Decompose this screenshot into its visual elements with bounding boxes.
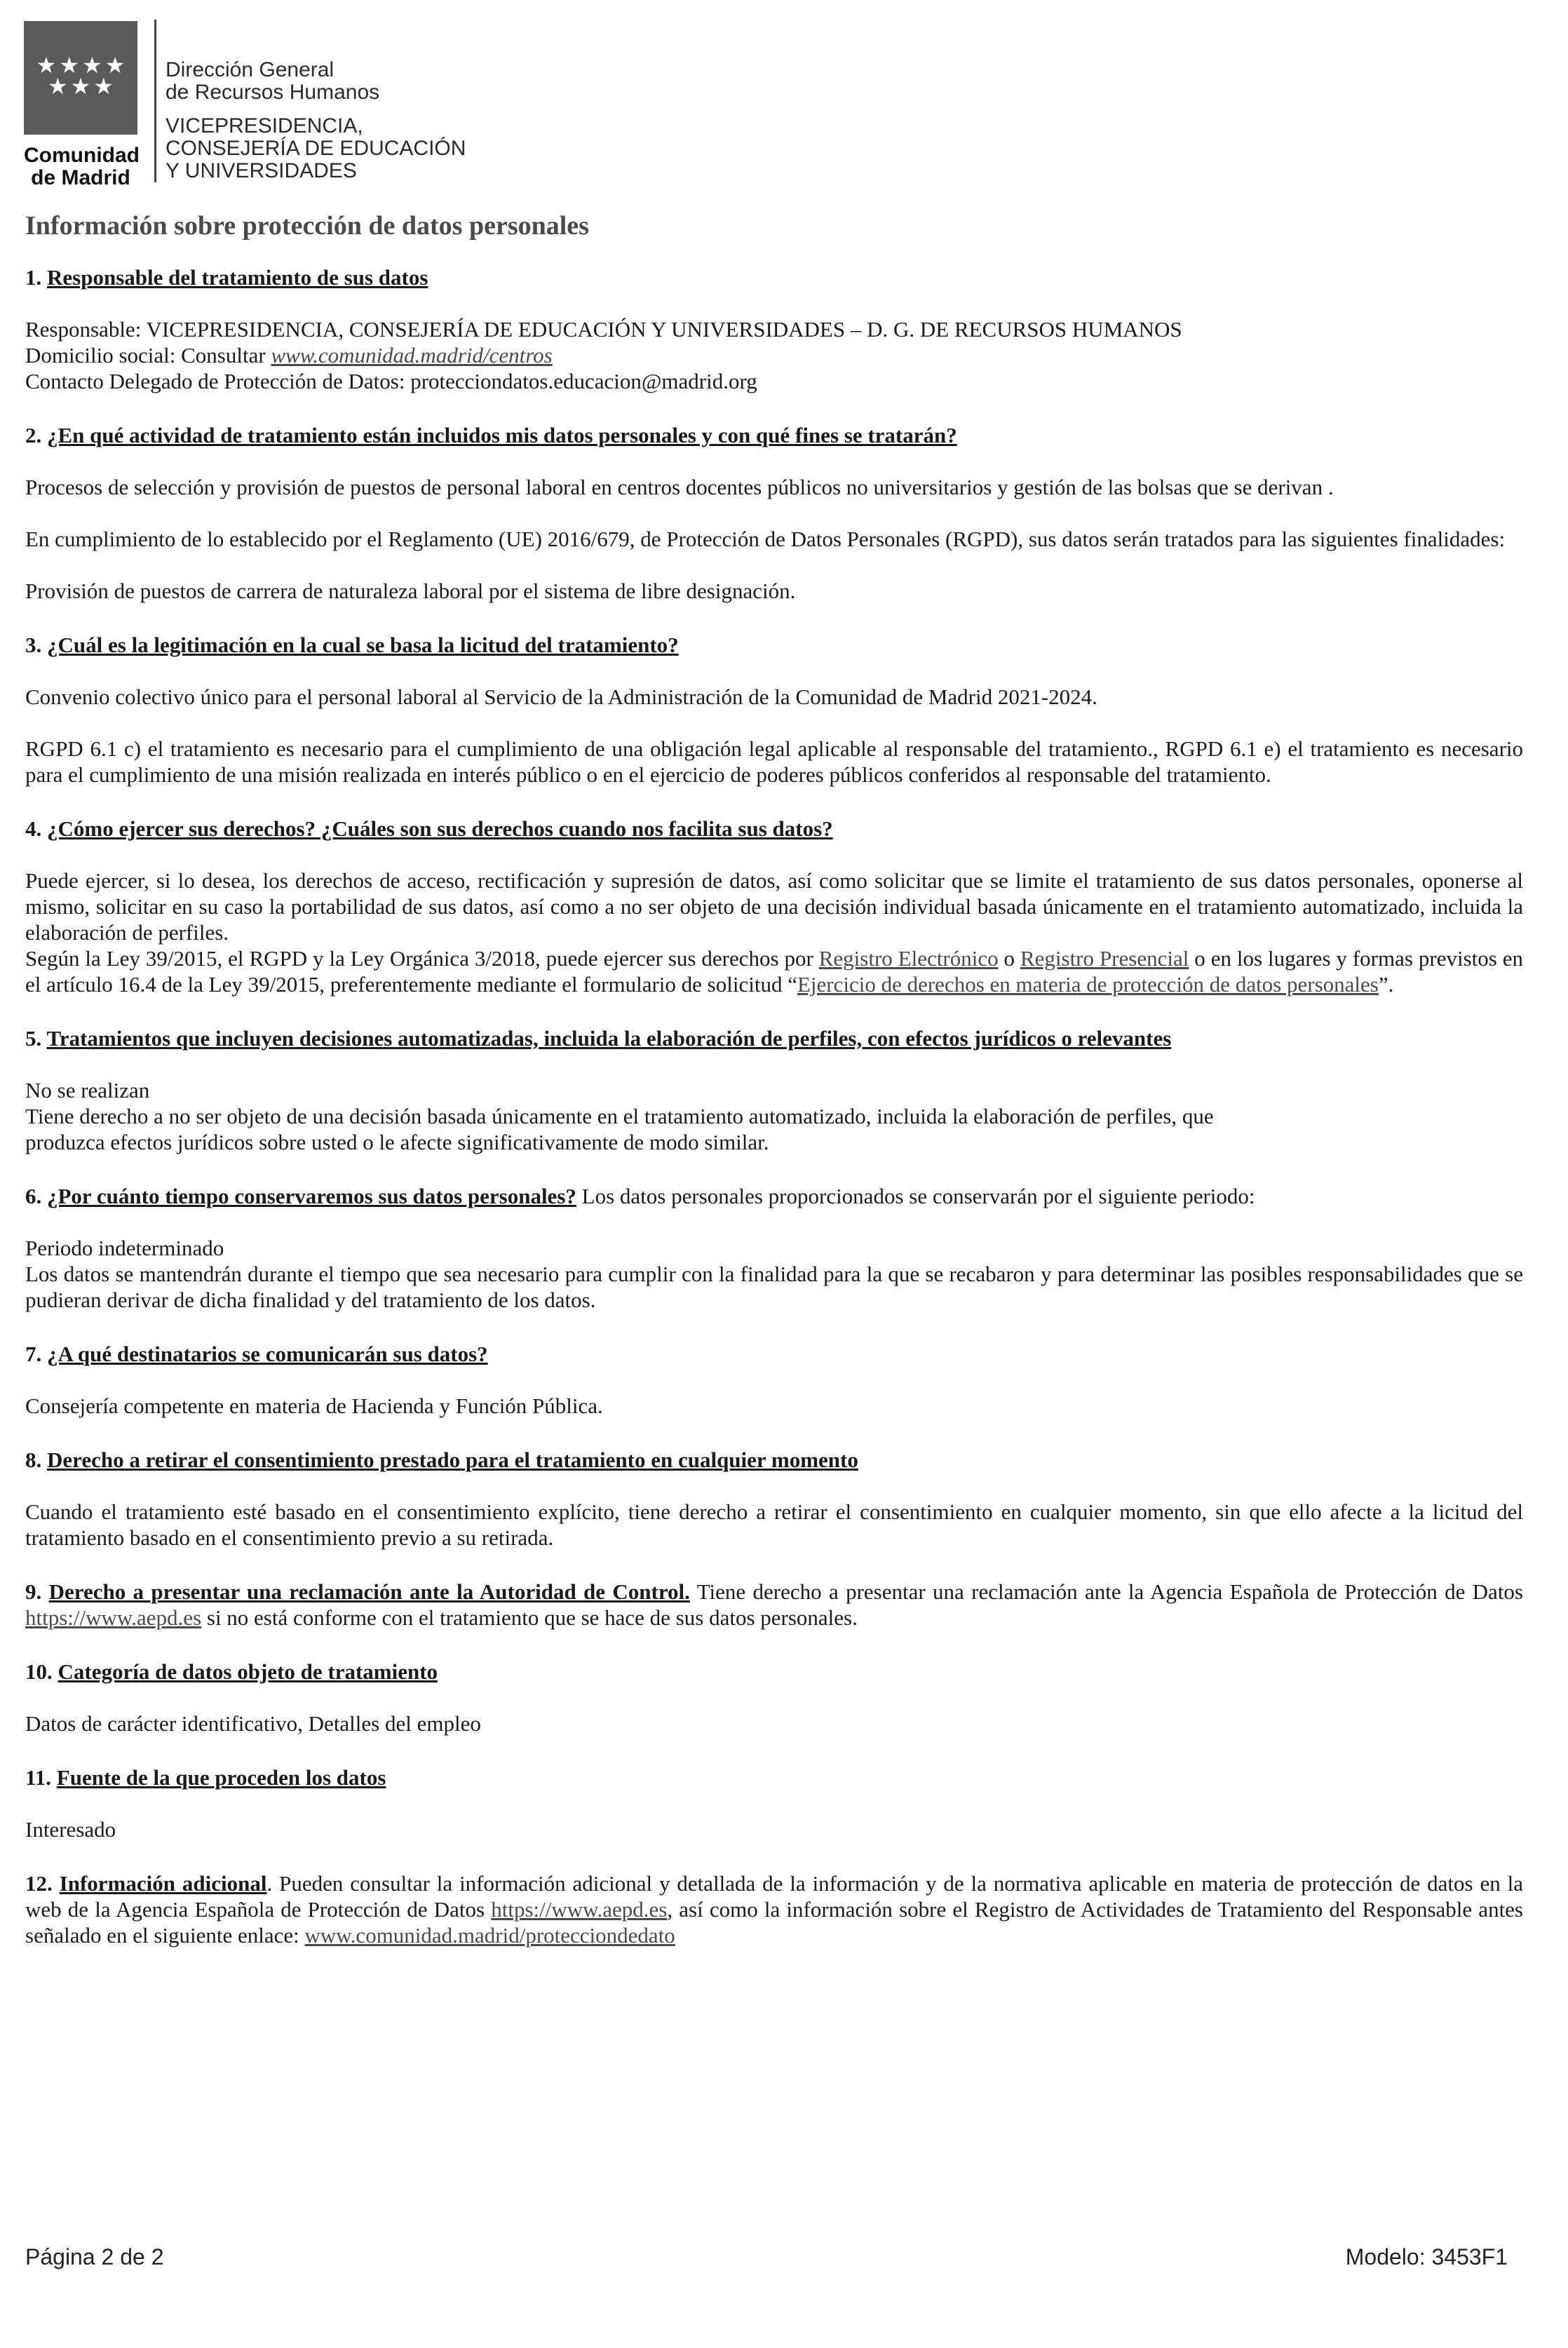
logo-name-line-1: Comunidad: [24, 144, 140, 167]
section-7-heading: 7. ¿A qué destinatarios se comunicarán sus datos?: [25, 1342, 488, 1366]
logo-flag: [24, 21, 137, 135]
comunidad-madrid-logo: [24, 21, 140, 189]
page-number: Página 2 de 2: [25, 2244, 164, 2269]
document-content: [25, 213, 1523, 1948]
section-3-paragraph-2: RGPD 6.1 c) el tratamiento es necesario para el cumplimiento de una obligación legal aplicable al responsable del tratamiento., RGPD 6.1 e) el tratamiento es necesario para el cumplimiento de una misión realizada en interés público o en el ejercicio de poderes públicos conferidos al responsable del tratamiento.: [25, 736, 1523, 787]
section-6-paragraph-1: Periodo indeterminado: [25, 1236, 224, 1260]
section-5-heading: 5. Tratamientos que incluyen decisiones automatizadas, incluida la elaboración de perfiles, con efectos jurídicos o relevantes: [25, 1026, 1172, 1051]
org-line-1: VICEPRESIDENCIA,: [165, 114, 363, 137]
org-line-2: CONSEJERÍA DE EDUCACIÓN: [165, 137, 466, 160]
model-code: Modelo: 3453F1: [1345, 2244, 1508, 2269]
section-4-heading: 4. ¿Cómo ejercer sus derechos? ¿Cuáles son sus derechos cuando nos facilita sus datos?: [25, 816, 833, 841]
header-department: [165, 59, 466, 182]
section-1-contacto: Contacto Delegado de Protección de Datos: protecciondatos.educacion@madrid.org: [25, 369, 757, 393]
logo-stars-icon: ★ ★ ★ ★ ★ ★ ★: [36, 52, 126, 100]
section-6-heading: 6. ¿Por cuánto tiempo conservaremos sus datos personales? Los datos personales proporcionados se conservarán por el siguiente periodo:: [25, 1184, 1255, 1208]
section-2-paragraph-1: Procesos de selección y provisión de puestos de personal laboral en centros docentes públicos no universitarios y gestión de las bolsas que se derivan .: [25, 475, 1334, 499]
section-5-paragraph-1: No se realizan: [25, 1078, 150, 1102]
section-12-heading: 12. Información adicional. Pueden consultar la información adicional y detallada de la información y de la normativa aplicable en materia de protección de datos en la web de la Agencia Española de Protección de Datos https://www.aepd.es, así como la información sobre el Registro de Actividades de Tratamiento del Responsable antes señalado en el siguiente enlace: www.comunidad.madrid/protecciondedato: [25, 1871, 1524, 1948]
section-5-paragraph-3: produzca efectos jurídicos sobre usted o le afecte significativamente de modo similar.: [25, 1130, 769, 1154]
page-title: Información sobre protección de datos personales: [25, 211, 589, 241]
section-2-heading: 2. ¿En qué actividad de tratamiento están incluidos mis datos personales y con qué fines se tratarán?: [25, 423, 957, 447]
section-8-heading: 8. Derecho a retirar el consentimiento prestado para el tratamiento en cualquier momento: [25, 1448, 858, 1472]
section-8-paragraph-1: Cuando el tratamiento esté basado en el consentimiento explícito, tiene derecho a retirar el consentimiento en cualquier momento, sin que ello afecte a la licitud del tratamiento basado en el consentimiento previo a su retirada.: [25, 1499, 1523, 1550]
section-9-heading: 9. Derecho a presentar una reclamación ante la Autoridad de Control. Tiene derecho a presentar una reclamación ante la Agencia Española de Protección de Datos https://www.aepd.es si no está conforme con el tratamiento que se hace de sus datos personales.: [25, 1579, 1523, 1630]
section-4-paragraph-2: Según la Ley 39/2015, el RGPD y la Ley Orgánica 3/2018, puede ejercer sus derechos por Registro Electrónico o Registro Presencial o en los lugares y formas previstos en el artículo 16.4 de la Ley 39/2015, preferentemente mediante el formulario de solicitud “Ejercicio de derechos en materia de protección de datos personales”.: [25, 946, 1523, 997]
section-11-paragraph-1: Interesado: [25, 1817, 116, 1842]
section-10-heading: 10. Categoría de datos objeto de tratamiento: [25, 1659, 438, 1684]
registro-electronico-link[interactable]: Registro Electrónico: [818, 946, 999, 971]
section-1-domicilio: Domicilio social: Consultar www.comunidad.madrid/centros: [25, 343, 553, 367]
dept-line-1: Dirección General: [165, 58, 334, 81]
centros-link[interactable]: www.comunidad.madrid/centros: [271, 343, 553, 367]
section-7-paragraph-1: Consejería competente en materia de Hacienda y Función Pública.: [25, 1394, 603, 1418]
ejercicio-derechos-link[interactable]: Ejercicio de derechos en materia de protección de datos personales: [797, 972, 1379, 997]
header-divider: [154, 20, 156, 182]
section-11-heading: 11. Fuente de la que proceden los datos: [25, 1765, 386, 1790]
aepd-link[interactable]: https://www.aepd.es: [25, 1605, 202, 1630]
section-6-paragraph-2: Los datos se mantendrán durante el tiempo que sea necesario para cumplir con la finalidad para la que se recabaron y para determinar las posibles responsabilidades que se pudieran derivar de dicha finalidad y del tratamiento de los datos.: [25, 1262, 1523, 1312]
section-2-paragraph-3: Provisión de puestos de carrera de naturaleza laboral por el sistema de libre designación.: [25, 579, 796, 603]
section-3-paragraph-1: Convenio colectivo único para el personal laboral al Servicio de la Administración de la Comunidad de Madrid 2021-2024.: [25, 684, 1097, 709]
dept-line-2: de Recursos Humanos: [165, 81, 380, 104]
aepd-link-2[interactable]: https://www.aepd.es: [491, 1897, 668, 1922]
section-4-paragraph-1: Puede ejercer, si lo desea, los derechos de acceso, rectificación y supresión de datos, así como solicitar que se limite el tratamiento de sus datos personales, oponerse al mismo, solicitar en su caso la portabilidad de sus datos, así como a no ser objeto de una decisión individual basada únicamente en el tratamiento automatizado, incluida la elaboración de perfiles.: [25, 868, 1523, 945]
section-3-heading: 3. ¿Cuál es la legitimación en la cual se basa la licitud del tratamiento?: [25, 633, 679, 657]
section-10-paragraph-1: Datos de carácter identificativo, Detalles del empleo: [25, 1711, 481, 1736]
org-line-3: Y UNIVERSIDADES: [165, 159, 357, 182]
logo-name-line-2: de Madrid: [31, 166, 130, 189]
protecciondedato-link[interactable]: www.comunidad.madrid/protecciondedato: [304, 1923, 675, 1948]
section-1-heading: 1. Responsable del tratamiento de sus datos: [25, 265, 428, 290]
page-footer: [25, 2244, 1508, 2270]
registro-presencial-link[interactable]: Registro Presencial: [1020, 946, 1189, 971]
logo-name: [24, 144, 140, 189]
section-2-paragraph-2: En cumplimiento de lo establecido por el Reglamento (UE) 2016/679, de Protección de Datos Personales (RGPD), sus datos serán tratados para las siguientes finalidades:: [25, 527, 1506, 551]
section-5-paragraph-2: Tiene derecho a no ser objeto de una decisión basada únicamente en el tratamiento automatizado, incluida la elaboración de perfiles, que: [25, 1104, 1214, 1128]
section-1-responsable: Responsable: VICEPRESIDENCIA, CONSEJERÍA DE EDUCACIÓN Y UNIVERSIDADES – D. G. DE RECURSOS HUMANOS: [25, 317, 1182, 342]
